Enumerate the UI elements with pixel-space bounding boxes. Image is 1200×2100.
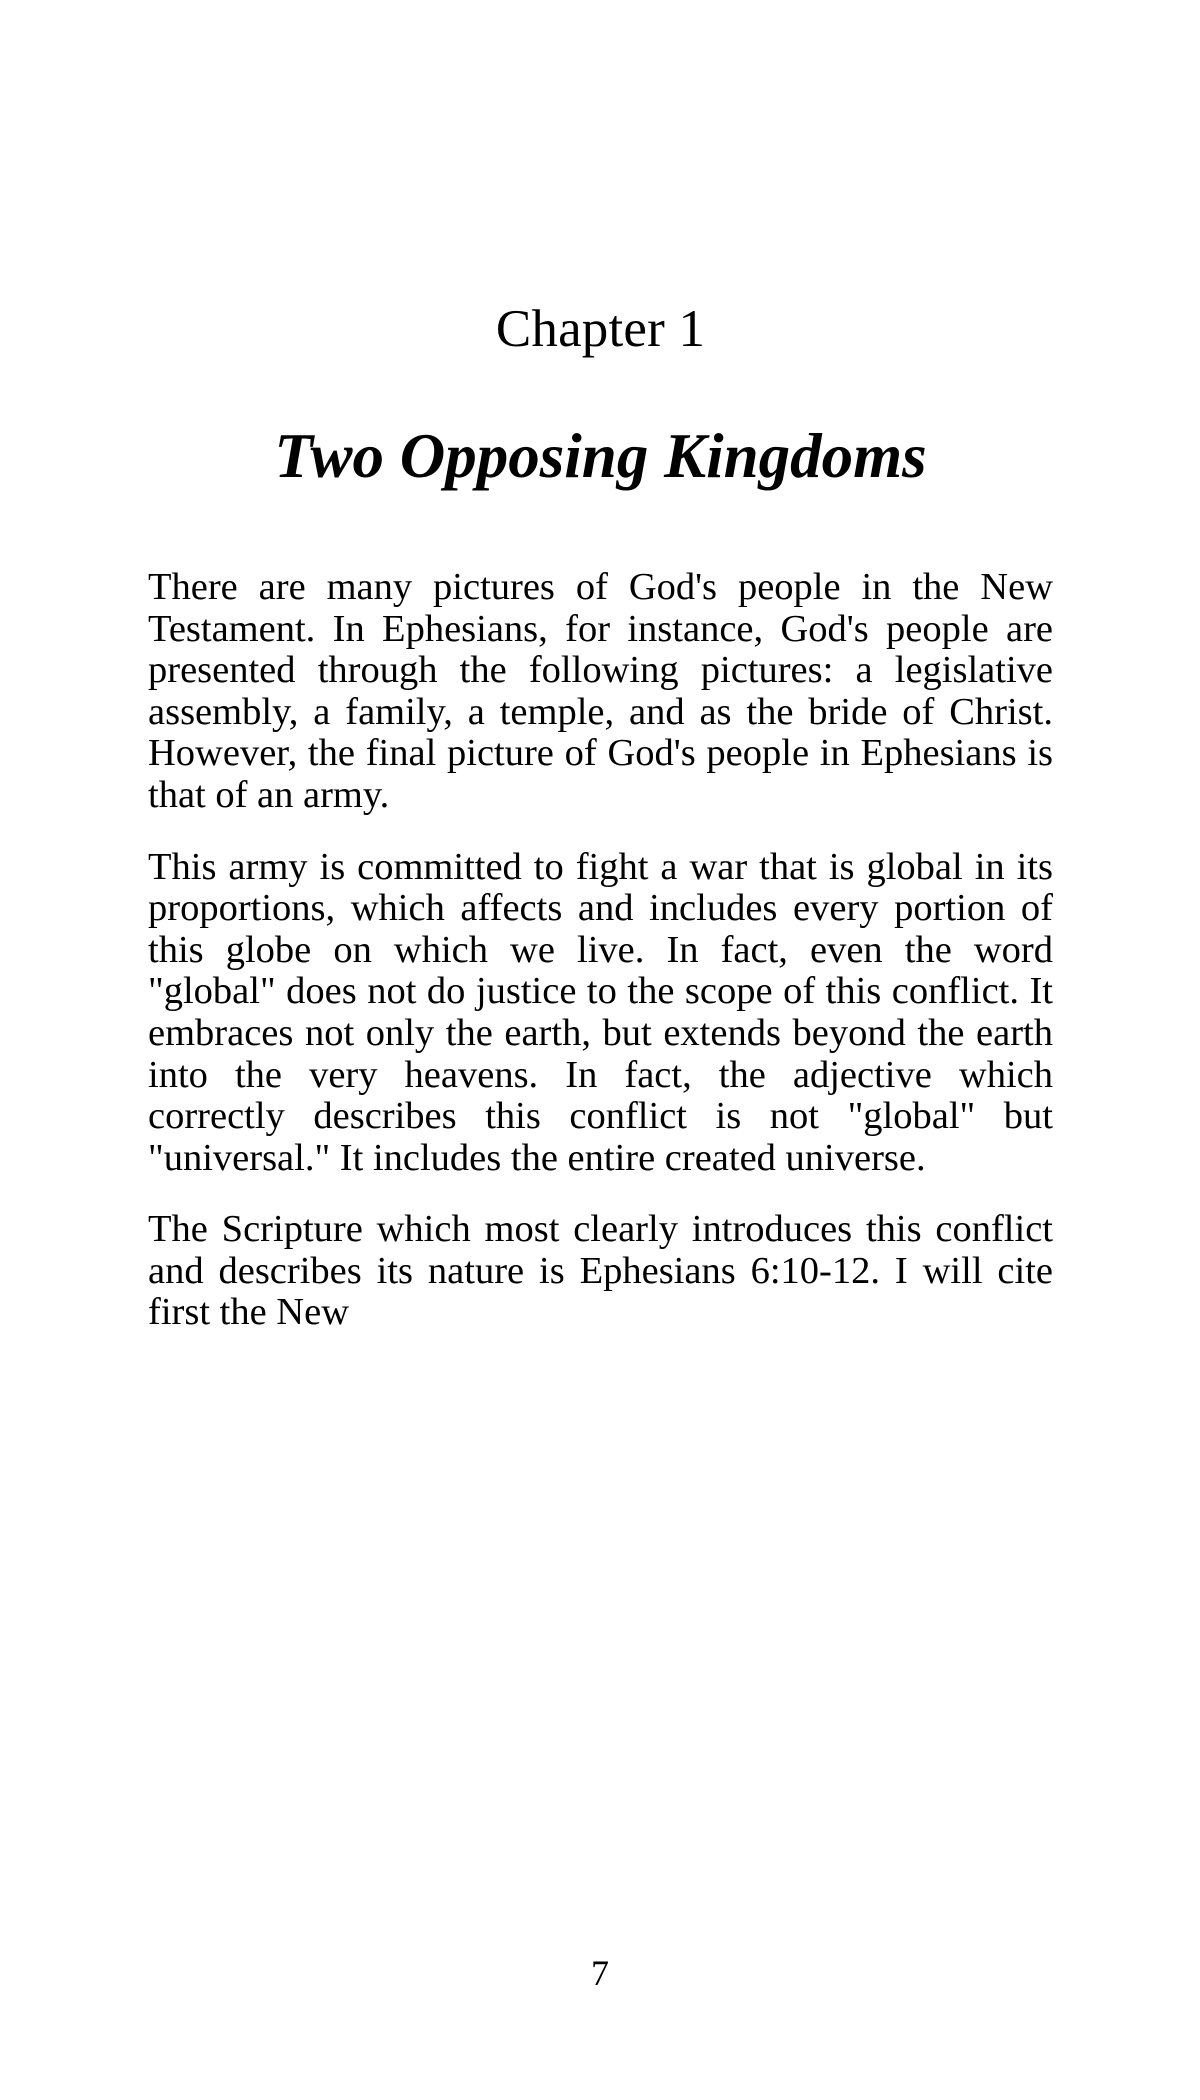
chapter-label: Chapter 1 bbox=[495, 300, 706, 358]
page-content bbox=[148, 0, 1053, 1334]
paragraph: The Scripture which most clearly introduces this conflict and describes its nature is Ephesians 6:10-12. I will cite first the New bbox=[148, 1208, 1053, 1334]
page-title: Two Opposing Kingdoms bbox=[274, 421, 927, 492]
page-number: 7 bbox=[591, 1953, 609, 1993]
paragraph: There are many pictures of God's people in the New Testament. In Ephesians, for instance, God's people are presented through the following pictures: a legislative assembly, a family, a temple, and as the bride of Christ. However, the final picture of God's people in Ephesians is that of an army. bbox=[148, 566, 1053, 817]
body-text bbox=[148, 567, 1053, 1334]
paragraph: This army is committed to fight a war that is global in its proportions, which affects and includes every portion of this globe on which we live. In fact, even the word "global" does not do justice to the scope of this conflict. It embraces not only the earth, but extends beyond the earth into the very heavens. In fact, the adjective which correctly describes this conflict is not "global" but "universal." It includes the entire created universe. bbox=[148, 845, 1053, 1179]
